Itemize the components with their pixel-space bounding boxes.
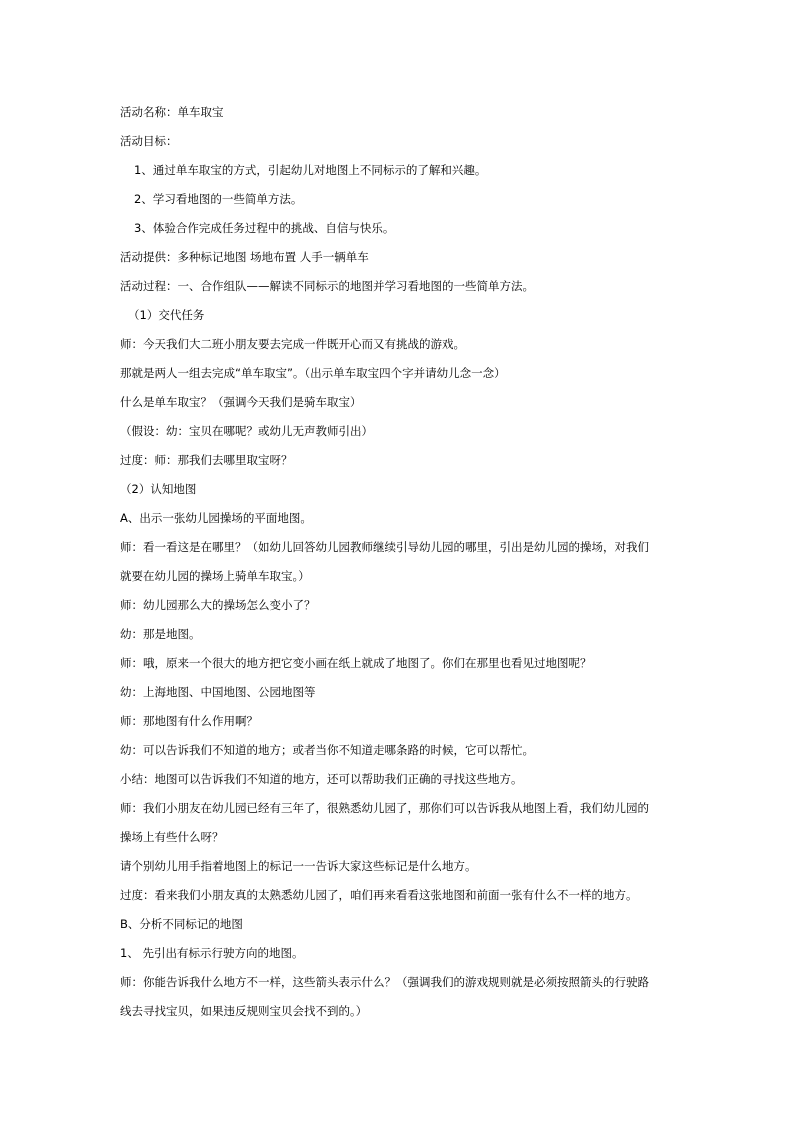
paragraph-line: 师：哦，原来一个很大的地方把它变小画在纸上就成了地图了。你们在那里也看见过地图呢？ [120, 656, 592, 670]
paragraph-line: 师：看一看这是在哪里？（如幼儿回答幼儿园教师继续引导幼儿园的哪里，引出是幼儿园的操场，对我们 [120, 540, 649, 554]
list-item: 1、 先引出有标示行驶方向的地图。 [120, 946, 304, 960]
section-heading-task: （1）交代任务 [128, 308, 205, 322]
section-heading-analysis: B、分析不同标记的地图 [120, 917, 243, 931]
goal-item-3: 3、体验合作完成任务过程中的挑战、自信与快乐。 [134, 221, 395, 235]
paragraph-line: 师：那地图有什么作用啊？ [120, 714, 258, 728]
activity-goals-heading: 活动目标： [120, 134, 178, 148]
paragraph-line: 师：今天我们大二班小朋友要去完成一件既开心而又有挑战的游戏。 [120, 337, 465, 351]
paragraph-line: A、出示一张幼儿园操场的平面地图。 [120, 511, 312, 525]
paragraph-line: 师：我们小朋友在幼儿园已经有三年了，很熟悉幼儿园了，那你们可以告诉我从地图上看，我们幼儿园的 [120, 801, 649, 815]
activity-name-line: 活动名称：单车取宝 [120, 105, 224, 119]
paragraph-line: 幼：那是地图。 [120, 627, 201, 641]
paragraph-line: 师：幼儿园那么大的操场怎么变小了？ [120, 598, 316, 612]
paragraph-line: （假设：幼：宝贝在哪呢？或幼儿无声教师引出） [120, 424, 373, 438]
paragraph-line: 师：你能告诉我什么地方不一样，这些箭头表示什么？（强调我们的游戏规则就是必须按照箭头的行驶路 [120, 975, 649, 989]
paragraph-line: 幼：可以告诉我们不知道的地方；或者当你不知道走哪条路的时候，它可以帮忙。 [120, 743, 534, 757]
goal-item-1: 1、通过单车取宝的方式，引起幼儿对地图上不同标示的了解和兴趣。 [134, 163, 487, 177]
paragraph-line: 过度：看来我们小朋友真的太熟悉幼儿园了，咱们再来看看这张地图和前面一张有什么不一样的地方。 [120, 888, 638, 902]
section-heading-map: （2）认知地图 [120, 482, 197, 496]
paragraph-line: 那就是两人一组去完成“单车取宝”。（出示单车取宝四个字并请幼儿念一念） [120, 366, 506, 380]
paragraph-line: 请个别幼儿用手指着地图上的标记一一告诉大家这些标记是什么地方。 [120, 859, 477, 873]
paragraph-line: 什么是单车取宝？（强调今天我们是骑车取宝） [120, 395, 362, 409]
activity-materials-line: 活动提供：多种标记地图 场地布置 人手一辆单车 [120, 250, 369, 264]
summary-line: 小结：地图可以告诉我们不知道的地方，还可以帮助我们正确的寻找这些地方。 [120, 772, 523, 786]
paragraph-line: 就要在幼儿园的操场上骑单车取宝。） [120, 569, 310, 583]
paragraph-line: 幼：上海地图、中国地图、公园地图等 [120, 685, 316, 699]
paragraph-line: 线去寻找宝贝，如果违反规则宝贝会找不到的。） [120, 1004, 368, 1018]
paragraph-line: 过度：师：那我们去哪里取宝呀？ [120, 453, 293, 467]
paragraph-line: 操场上有些什么呀？ [120, 830, 224, 844]
activity-process-line: 活动过程：一、合作组队——解读不同标示的地图并学习看地图的一些简单方法。 [120, 279, 534, 293]
goal-item-2: 2、学习看地图的一些简单方法。 [134, 192, 303, 206]
